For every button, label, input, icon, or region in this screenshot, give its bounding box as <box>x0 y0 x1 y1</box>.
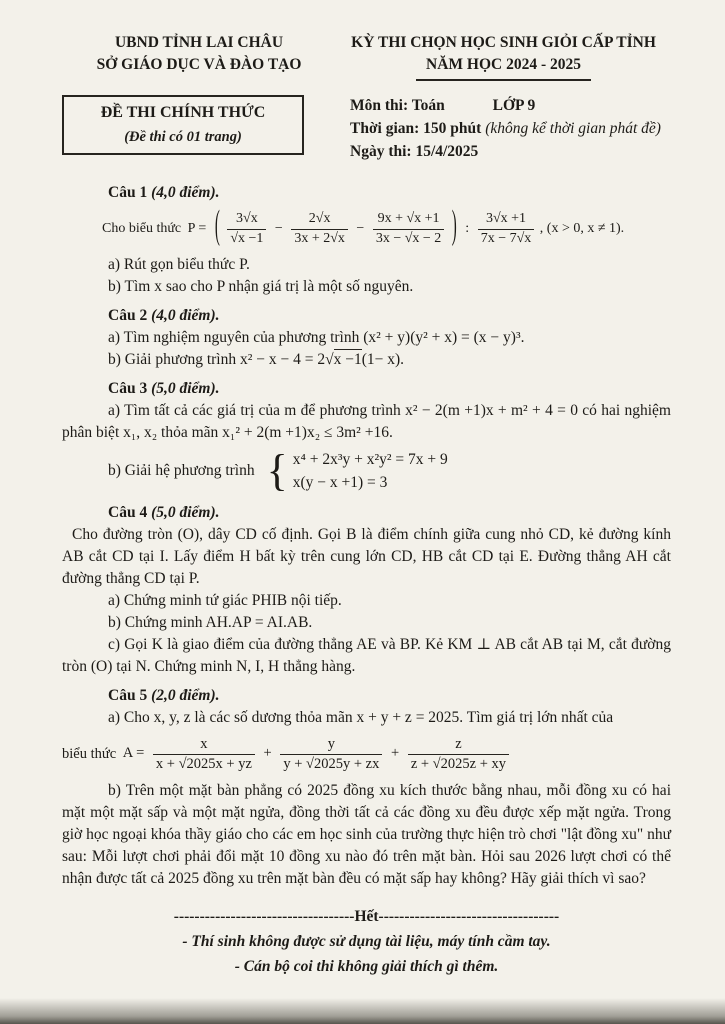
q2-part-a <box>108 327 671 349</box>
q2-part-b <box>108 349 671 371</box>
question-points: (4,0 điểm). <box>151 307 220 325</box>
denominator <box>153 755 255 773</box>
footer-note-1: - Thí sinh không được sử dụng tài liệu, máy tính cầm tay. <box>182 932 551 950</box>
numerator: y <box>280 736 382 755</box>
numerator: 3√x <box>227 211 266 230</box>
denominator: 3x + 2√x <box>294 230 345 246</box>
question-label: Câu 1 <box>108 184 148 201</box>
question-points: (5,0 điểm). <box>151 380 220 398</box>
question-text: b) Giải phương trình x² − x − 4 = 2√ <box>108 351 334 369</box>
math-expression: A = <box>122 745 145 762</box>
q5-title <box>108 685 671 707</box>
fraction <box>478 211 535 247</box>
denominator-text: x + √ <box>155 755 187 772</box>
question-text: biểu thức <box>62 745 117 762</box>
radicand: 2025y + zx <box>314 755 380 772</box>
q3-part-a: a) Tìm tất cả các giá trị của m để phương trình x² − 2(m +1)x + m² + 4 = 0 có hai nghiệm phân biệt x₁, x₂ thỏa mãn x₁² + 2(m +1)x₂ ≤ 3m² +16. <box>62 402 671 442</box>
exam-title-block <box>336 32 671 81</box>
denominator: 7x − 7√x <box>480 230 532 246</box>
fraction <box>408 736 509 773</box>
numerator: x <box>153 736 255 755</box>
question-label: Câu 4 <box>108 503 148 521</box>
q3-part-b: b) Giải hệ phương trình { x⁴ + 2x³y + x²y² = 7x + 9 x(y − x +1) = 3 <box>108 446 448 496</box>
q1-title <box>108 182 671 204</box>
fraction <box>373 211 444 247</box>
math-expression: P = <box>187 221 207 237</box>
denominator <box>280 755 382 773</box>
q4-title <box>108 502 671 524</box>
radicand: 2025z + xy <box>440 755 507 772</box>
question-points: (5,0 điểm). <box>151 503 220 521</box>
equation: x(y − x +1) = 3 <box>292 474 388 492</box>
school-year: NĂM HỌC 2024 - 2025 <box>426 56 582 73</box>
question-label: Câu 2 <box>108 307 148 325</box>
equation-system <box>293 448 448 495</box>
question-label: Câu 3 <box>108 380 148 398</box>
equation: x⁴ + 2x³y + x²y² = 7x + 9 <box>292 451 448 469</box>
math-expression: (1− x). <box>361 351 405 369</box>
grade-label: LỚP 9 <box>492 97 536 114</box>
time-label: Thời gian: 150 phút <box>350 120 482 137</box>
department-line: SỞ GIÁO DỤC VÀ ĐÀO TẠO <box>96 56 302 73</box>
numerator: 3√x +1 <box>478 211 535 230</box>
q1-part-b: b) Tìm x sao cho P nhận giá trị là một số nguyên. <box>108 278 414 296</box>
operator: + <box>391 745 400 762</box>
denominator-text: z + √ <box>410 755 441 772</box>
official-exam-label: ĐỀ THI CHÍNH THỨC <box>100 104 266 121</box>
exam-body <box>62 182 671 890</box>
q4-part-a: a) Chứng minh tứ giác PHIB nội tiếp. <box>108 591 342 609</box>
q4-intro: Cho đường tròn (O), dây CD cố định. Gọi B là điểm chính giữa cung nhỏ CD, kẻ đường kính AB cắt CD tại I. Lấy điểm H bất kỳ trên cung lớn CD, HB cắt CD tại E. Đường thẳng AH cắt đường thẳng CD tại P. <box>62 525 671 587</box>
question-label: Câu 5 <box>108 686 148 704</box>
document-header <box>62 32 671 81</box>
official-exam-box <box>62 95 304 155</box>
denominator: 3x − √x − 2 <box>375 230 442 246</box>
left-paren: ( <box>214 205 220 249</box>
q4-part-c: c) Gọi K là giao điểm của đường thẳng AE và BP. Kẻ KM ⊥ AB cắt AB tại M, cắt đường tròn (O) tại N. Chứng minh N, I, H thẳng hàng. <box>62 635 671 675</box>
question-points: (2,0 điểm). <box>151 686 220 704</box>
radicand: x −1 <box>333 351 362 369</box>
exam-date: Ngày thi: 15/4/2025 <box>350 143 479 160</box>
q5-formula <box>62 736 671 773</box>
footer-note-2: - Cán bộ coi thi không giải thích gì thêm. <box>234 957 499 975</box>
q2-title <box>108 305 671 327</box>
time-row <box>350 118 661 140</box>
q5-part-b: b) Trên một mặt bàn phẳng có 2025 đồng xu kích thước bằng nhau, mỗi đồng xu có hai mặt một mặt sấp và một mặt ngửa, đồng thời tất cả các đồng xu đều được xếp mặt ngửa. Trong giờ học ngoại khóa thầy giáo cho các em học sinh của trường thực hiện trò chơi "lật đồng xu" như sau: Mỗi lượt chơi phải đổi mặt 10 đồng xu nào đó trên mặt bàn. Hỏi sau 2026 lượt chơi có thể nhận được tất cả 2025 đồng xu trên mặt bàn đều có mặt sấp hay không? Hãy giải thích vì sao? <box>62 781 671 887</box>
fraction <box>280 736 382 773</box>
numerator: z <box>408 736 509 755</box>
operator: − <box>274 221 283 237</box>
subject-label: Môn thi: Toán <box>350 97 445 114</box>
question-text: Cho biểu thức <box>102 221 182 237</box>
denominator: √x −1 <box>230 230 264 246</box>
numerator: 9x + √x +1 <box>373 211 444 230</box>
exam-info-block <box>350 95 661 164</box>
q4-part-b: b) Chứng minh AH.AP = AI.AB. <box>108 613 313 631</box>
question-points: (4,0 điểm). <box>151 184 220 201</box>
q1-formula <box>102 205 671 249</box>
header-rule <box>416 79 591 81</box>
scan-shadow <box>0 998 725 1024</box>
denominator <box>408 755 509 773</box>
subject-row <box>350 95 661 117</box>
operator: + <box>263 745 272 762</box>
authority-line: UBND TỈNH LAI CHÂU <box>114 34 284 51</box>
operator: − <box>356 221 365 237</box>
q1-part-a: a) Rút gọn biểu thức P. <box>108 256 250 274</box>
time-note: (không kể thời gian phát đề) <box>485 120 661 137</box>
operator: : <box>465 221 470 237</box>
page-count-note: (Đề thi có 01 trang) <box>124 128 242 145</box>
date-row <box>350 141 661 163</box>
document-footer <box>62 906 671 978</box>
fraction <box>227 211 266 247</box>
fraction <box>291 211 348 247</box>
numerator: 2√x <box>291 211 348 230</box>
subheader <box>62 95 671 164</box>
denominator-text: y + √ <box>283 755 314 772</box>
fraction <box>153 736 255 773</box>
q5-part-a-intro: a) Cho x, y, z là các số dương thỏa mãn x + y + z = 2025. Tìm giá trị lớn nhất của <box>108 708 614 726</box>
radicand: 2025x + yz <box>186 755 252 772</box>
question-text: b) Giải hệ phương trình <box>108 462 255 480</box>
q3-title <box>108 378 671 400</box>
issuing-authority-block <box>62 32 336 81</box>
domain-condition: , (x > 0, x ≠ 1). <box>539 221 625 237</box>
right-paren: ) <box>451 205 457 249</box>
math-expression: (x² + y)(y² + x) = (x − y)³. <box>363 329 525 347</box>
end-marker: -----------------------------------Hết----------------------------------- <box>173 907 560 925</box>
exam-title: KỲ THI CHỌN HỌC SINH GIỎI CẤP TỈNH <box>351 34 656 51</box>
question-text: a) Tìm nghiệm nguyên của phương trình <box>108 329 360 347</box>
